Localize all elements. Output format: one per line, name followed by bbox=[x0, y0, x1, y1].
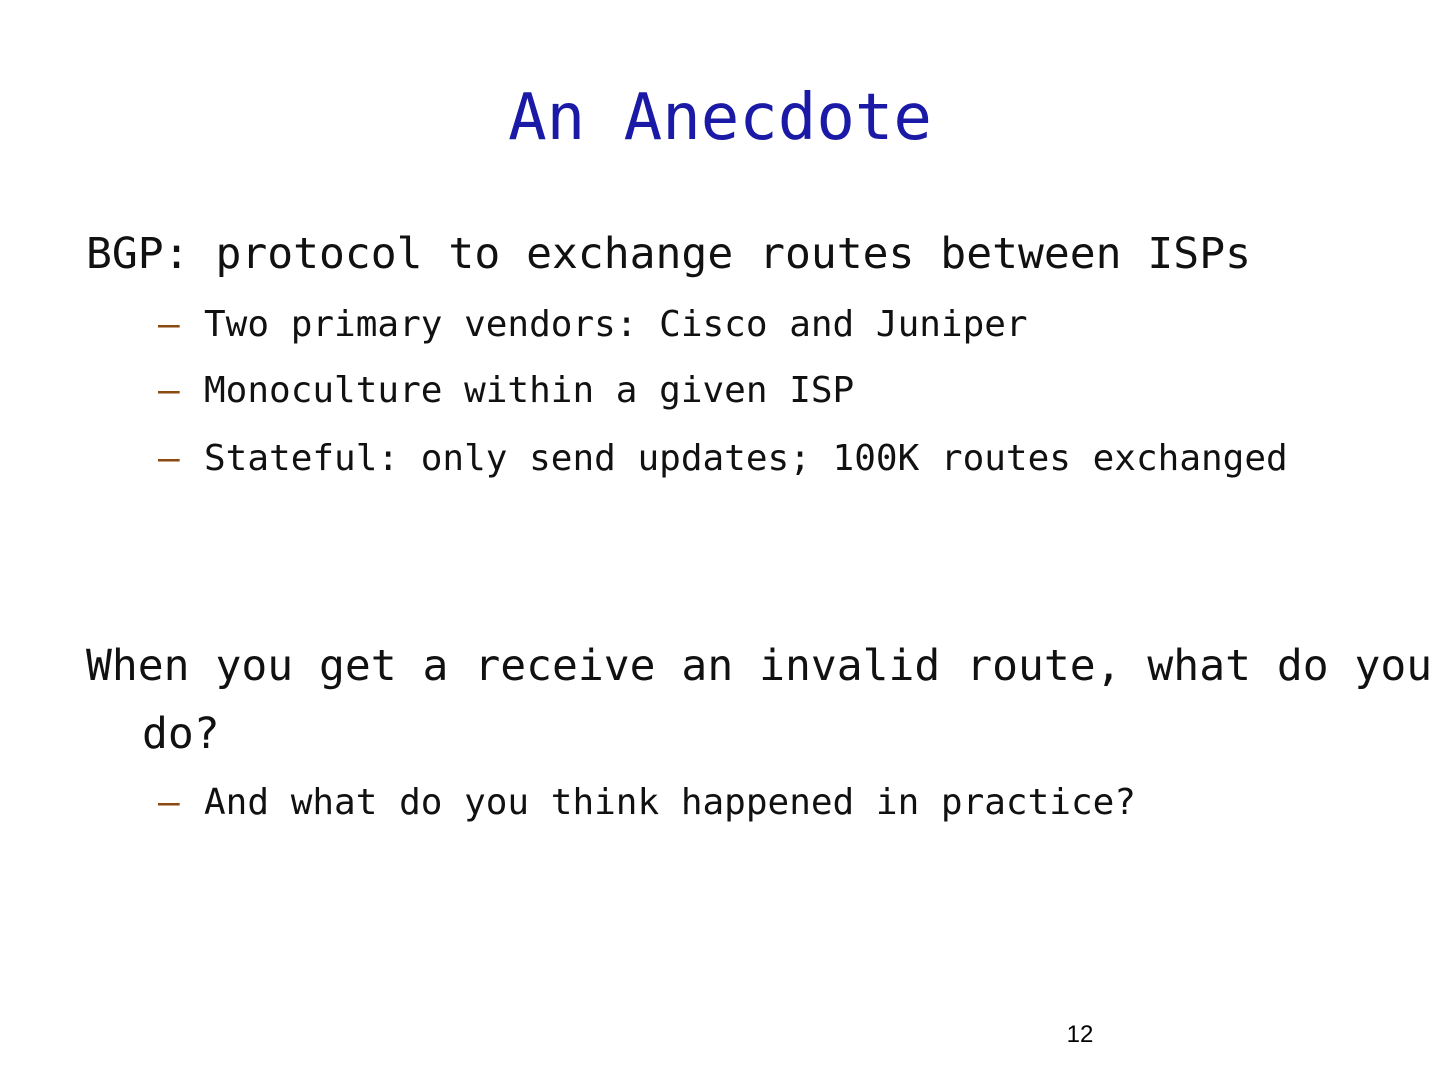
sub-bullet-stateful bbox=[158, 430, 1338, 488]
dash-marker: – bbox=[158, 438, 180, 479]
sub-bullet-vendors bbox=[158, 296, 1338, 354]
sub-bullet-text: Stateful: only send updates; 100K routes exchanged bbox=[204, 438, 1288, 479]
dash-marker: – bbox=[158, 304, 180, 345]
sub-bullet-practice bbox=[158, 774, 1338, 832]
dash-marker: – bbox=[158, 782, 180, 823]
page-number: 12 bbox=[1066, 1021, 1094, 1048]
sub-bullet-monoculture bbox=[158, 362, 1338, 420]
bullet-invalid-route: When you get a receive an invalid route, what do you do? bbox=[86, 641, 1433, 759]
bullet-bgp: BGP: protocol to exchange routes between ISPs bbox=[86, 229, 1251, 279]
sub-bullet-text: Two primary vendors: Cisco and Juniper bbox=[204, 304, 1028, 345]
sub-bullet-text: Monoculture within a given ISP bbox=[204, 370, 855, 411]
slide-title: An Anecdote bbox=[508, 81, 932, 155]
sub-bullet-text: And what do you think happened in practice? bbox=[204, 782, 1136, 823]
dash-marker: – bbox=[158, 370, 180, 411]
